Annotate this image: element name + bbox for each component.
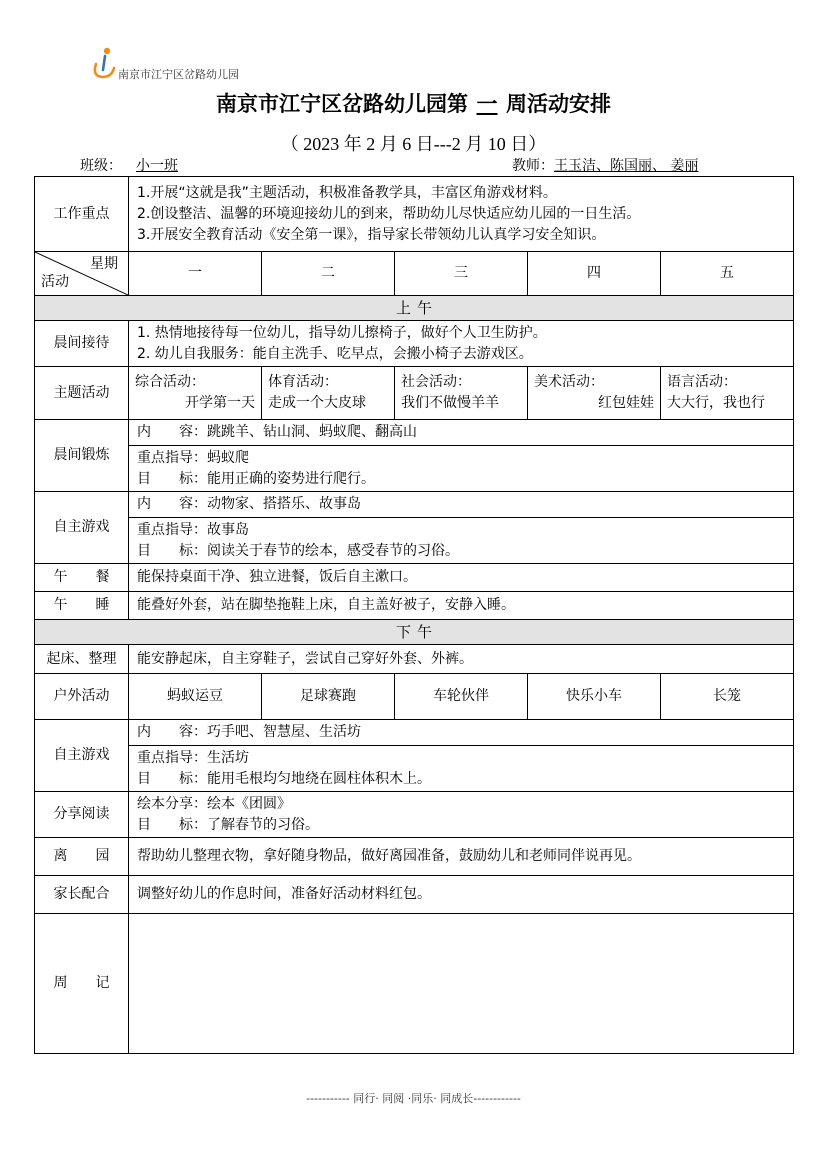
focus-item: 2.创设整洁、温馨的环境迎接幼儿的到来，帮助幼儿尽快适应幼儿园的一日生活。: [137, 205, 641, 222]
notes-content[interactable]: [129, 914, 794, 1054]
lunch-text: 能保持桌面干净、独立进餐，饭后自主漱口。: [129, 564, 794, 592]
teacher-info: [512, 155, 712, 175]
wakeup-text: 能安静起床，自主穿鞋子，尝试自己穿好外套、外裤。: [129, 645, 794, 674]
morning-section-header: [35, 296, 794, 321]
morning-free-play-label: 自主游戏: [35, 492, 129, 564]
outdoor-wednesday: 车轮伙伴: [395, 674, 528, 720]
afternoon-free-play-focus-goal: [129, 746, 794, 792]
header-row: [35, 252, 794, 296]
morning-free-play-focus: 重点指导：故事岛: [137, 521, 249, 538]
focus-item: 3.开展安全教育活动《安全第一课》，指导家长带领幼儿认真学习安全知识。: [137, 226, 606, 243]
parents-row: [35, 876, 794, 914]
title-prefix: 南京市江宁区岔路幼儿园第: [216, 91, 468, 116]
leaving-row: [35, 838, 794, 876]
teacher-value: 王玉洁、陈国丽、 姜丽: [554, 158, 699, 174]
theme-cell-thursday: [528, 367, 661, 420]
theme-name: 开学第一天: [185, 394, 255, 411]
afternoon-free-play-focus: 重点指导：生活坊: [137, 749, 249, 766]
morning-free-play-goal: 目 标：阅读关于春节的绘本，感受春节的习俗。: [137, 542, 459, 559]
afternoon-free-play-label: 自主游戏: [35, 720, 129, 792]
afternoon-section-row: [35, 620, 794, 645]
theme-cell-wednesday: [395, 367, 528, 420]
exercise-focus-row: [35, 446, 794, 492]
morning-free-play-content-row: [35, 492, 794, 518]
day-thursday: 四: [528, 252, 661, 296]
nap-row: [35, 592, 794, 620]
reception-line: 1. 热情地接待每一位幼儿，指导幼儿擦椅子，做好个人卫生防护。: [137, 324, 547, 341]
outdoor-friday: 长笼: [661, 674, 794, 720]
theme-name: 我们不做慢羊羊: [401, 394, 499, 411]
afternoon-free-play-content-row: [35, 720, 794, 746]
day-monday: 一: [129, 252, 262, 296]
date-range: （ 2023 年 2 月 6 日---2 月 10 日）: [280, 134, 547, 154]
logo-mark-icon: [92, 46, 116, 80]
reading-content: [129, 792, 794, 838]
morning-free-play-focus-row: [35, 518, 794, 564]
outdoor-label: 户外活动: [35, 674, 129, 720]
theme-cell-friday: [661, 367, 794, 420]
nap-label: 午 睡: [35, 592, 129, 620]
outdoor-tuesday: 足球赛跑: [262, 674, 395, 720]
focus-label: 工作重点: [35, 177, 129, 252]
class-value: 小一班: [136, 158, 178, 174]
exercise-content: 内 容：跳跳羊、钻山洞、蚂蚁爬、翻高山: [129, 420, 794, 446]
notes-label: 周 记: [35, 914, 129, 1054]
diagonal-header-cell: [35, 252, 129, 296]
lunch-label: 午 餐: [35, 564, 129, 592]
day-tuesday: 二: [262, 252, 395, 296]
theme-name: 大大行，我也行: [667, 394, 765, 411]
theme-type: 体育活动：: [268, 373, 338, 390]
leaving-label: 离 园: [35, 838, 129, 876]
parents-text: 调整好幼儿的作息时间，准备好活动材料红包。: [129, 876, 794, 914]
morning-free-play-content: 内 容：动物家、搭搭乐、故事岛: [129, 492, 794, 518]
wakeup-row: [35, 645, 794, 674]
theme-type: 语言活动：: [667, 373, 737, 390]
reception-content: [129, 321, 794, 367]
reading-label: 分享阅读: [35, 792, 129, 838]
parents-label: 家长配合: [35, 876, 129, 914]
section-char: 午: [417, 298, 433, 317]
notes-row: [35, 914, 794, 1054]
afternoon-section-header: [35, 620, 794, 645]
reception-label: 晨间接待: [35, 321, 129, 367]
morning-free-play-focus-goal: [129, 518, 794, 564]
lunch-row: [35, 564, 794, 592]
page-title: [0, 88, 827, 118]
afternoon-free-play-content: 内 容：巧手吧、智慧屋、生活坊: [129, 720, 794, 746]
leaving-text: 帮助幼儿整理衣物，拿好随身物品，做好离园准备，鼓励幼儿和老师同伴说再见。: [129, 838, 794, 876]
outdoor-monday: 蚂蚁运豆: [129, 674, 262, 720]
focus-item: 1.开展“这就是我”主题活动，积极准备教学具，丰富区角游戏材料。: [137, 184, 557, 201]
logo-text: 南京市江宁区岔路幼儿园: [118, 68, 239, 81]
focus-row: [35, 177, 794, 252]
teacher-label: 教师：: [512, 158, 554, 174]
theme-row: [35, 367, 794, 420]
week-header-label: 星期: [90, 256, 118, 272]
theme-name: 走成一个大皮球: [268, 394, 366, 411]
reception-line: 2. 幼儿自我服务：能自主洗手、吃早点，会搬小椅子去游戏区。: [137, 345, 533, 362]
reception-row: [35, 321, 794, 367]
morning-section-row: [35, 296, 794, 321]
class-info: [80, 155, 178, 175]
outdoor-thursday: 快乐小车: [528, 674, 661, 720]
day-friday: 五: [661, 252, 794, 296]
theme-label: 主题活动: [35, 367, 129, 420]
activity-header-label: 活动: [41, 274, 69, 290]
theme-type: 社会活动：: [401, 373, 471, 390]
focus-content: [129, 177, 794, 252]
weekly-schedule-table: [34, 176, 794, 1054]
day-wednesday: 三: [395, 252, 528, 296]
reading-goal: 目 标：了解春节的习俗。: [137, 816, 319, 833]
exercise-focus: 重点指导：蚂蚁爬: [137, 449, 249, 466]
title-suffix: 周活动安排: [506, 91, 611, 116]
footer-slogan: ----------- 同行· 同阅 ·同乐· 同成长------------: [306, 1092, 521, 1105]
theme-type: 综合活动：: [135, 373, 205, 390]
afternoon-free-play-goal: 目 标：能用毛根均匀地绕在圆柱体积木上。: [137, 770, 431, 787]
wakeup-label: 起床、整理: [35, 645, 129, 674]
theme-cell-monday: [129, 367, 262, 420]
exercise-focus-goal: [129, 446, 794, 492]
class-label: 班级：: [80, 158, 122, 174]
reading-book: 绘本分享：绘本《团圆》: [137, 795, 291, 812]
outdoor-row: [35, 674, 794, 720]
section-char: 上: [396, 298, 412, 317]
section-char: 下: [396, 622, 412, 641]
theme-cell-tuesday: [262, 367, 395, 420]
exercise-label: 晨间锻炼: [35, 420, 129, 492]
reading-row: [35, 792, 794, 838]
week-number: 一: [476, 91, 498, 116]
exercise-goal: 目 标：能用正确的姿势进行爬行。: [137, 470, 375, 487]
theme-type: 美术活动：: [534, 373, 604, 390]
exercise-content-row: [35, 420, 794, 446]
afternoon-free-play-focus-row: [35, 746, 794, 792]
section-char: 午: [417, 622, 433, 641]
theme-name: 红包娃娃: [598, 394, 654, 411]
nap-text: 能叠好外套，站在脚垫拖鞋上床，自主盖好被子，安静入睡。: [129, 592, 794, 620]
